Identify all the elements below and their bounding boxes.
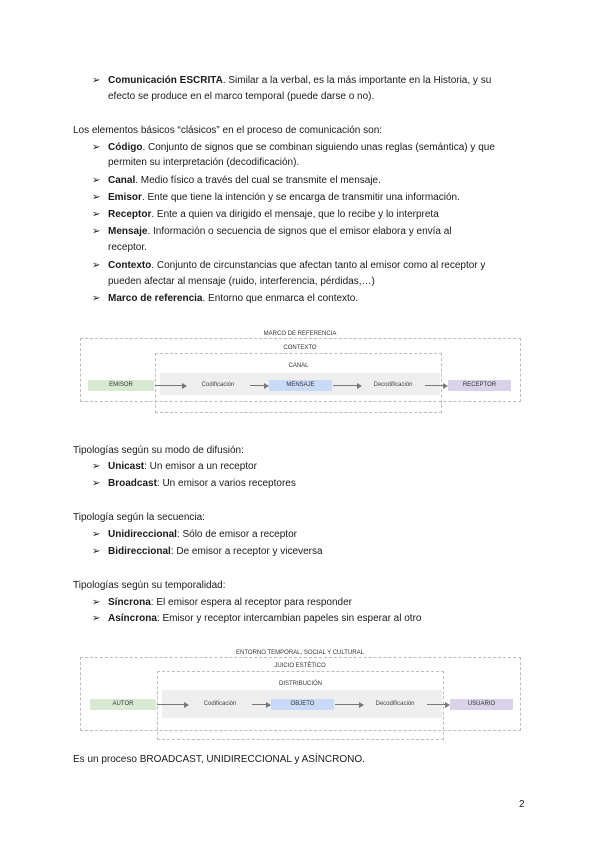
- item-text: . Conjunto de circunstancias que afectan tanto al emisor como al receptor y: [151, 260, 486, 271]
- item-text: . Entorno que enmarca el contexto.: [202, 293, 359, 304]
- decode-label: Decodificación: [375, 701, 415, 707]
- item-text: : Un emisor a varios receptores: [156, 478, 296, 489]
- element-marco: [108, 292, 358, 305]
- author-box: AUTOR: [90, 699, 156, 710]
- synchronous-item: [108, 596, 352, 609]
- encode-label: Codificación: [201, 382, 235, 388]
- element-contexto: [108, 259, 485, 272]
- item-term: Contexto: [108, 260, 152, 271]
- item-term: Código: [108, 142, 143, 153]
- item-text: . Similar a la verbal, es la más importante en la Historia, y su: [222, 75, 492, 86]
- arrow-line: [157, 704, 185, 705]
- bullet-arrow: ➢: [92, 478, 101, 489]
- item-term: Unidireccional: [108, 529, 177, 540]
- item-text: . Información o secuencia de signos que el emisor elabora y envía al: [147, 226, 452, 237]
- item-term: Unicast: [108, 461, 145, 472]
- arrow-line: [335, 704, 360, 705]
- written-communication-item-cont: efecto se produce en el marco temporal (puede darse o no).: [108, 91, 375, 102]
- item-term: Bidireccional: [108, 546, 171, 557]
- inner-frame-label: DISTRIBUCIÓN: [278, 681, 322, 687]
- sequence-title: Tipología según la secuencia:: [73, 512, 205, 523]
- arrow-line: [333, 385, 358, 386]
- item-term: Marco de referencia: [108, 293, 203, 304]
- conclusion: Es un proceso BROADCAST, UNIDIRECCIONAL y ASÍNCRONO.: [73, 754, 365, 765]
- element-contexto-cont: pueden afectar al mensaje (ruido, interferencia, pérdidas,…): [108, 276, 375, 287]
- bullet-arrow: ➢: [92, 142, 101, 153]
- bullet-arrow: ➢: [92, 75, 101, 86]
- middle-frame-label: CONTEXTO: [283, 345, 317, 351]
- item-term: Receptor: [108, 209, 152, 220]
- bullet-arrow: ➢: [92, 529, 101, 540]
- arrow-line: [427, 704, 446, 705]
- arrow-line: [250, 385, 265, 386]
- element-emisor: [108, 191, 460, 204]
- bullet-arrow: ➢: [92, 597, 101, 608]
- outer-frame-label: ENTORNO TEMPORAL, SOCIAL Y CULTURAL: [236, 650, 364, 656]
- element-codigo: [108, 141, 495, 154]
- item-text: . Ente a quien va dirigido el mensaje, que lo recibe y lo interpreta: [151, 209, 439, 220]
- item-text: . Ente que tiene la intención y se encarga de transmitir una información.: [141, 192, 460, 203]
- bullet-arrow: ➢: [92, 192, 101, 203]
- element-codigo-cont: permiten su interpretación (decodificación).: [108, 157, 300, 168]
- bullet-arrow: ➢: [92, 546, 101, 557]
- arrow-line: [155, 385, 183, 386]
- bullet-arrow: ➢: [92, 260, 101, 271]
- item-text: : Sólo de emisor a receptor: [176, 529, 297, 540]
- decode-label: Decodificación: [373, 382, 413, 388]
- item-term: Canal: [108, 175, 136, 186]
- bullet-arrow: ➢: [92, 293, 101, 304]
- bullet-arrow: ➢: [92, 175, 101, 186]
- item-term: Asíncrona: [108, 613, 157, 624]
- written-communication-item: [108, 74, 491, 87]
- element-mensaje-cont: receptor.: [108, 242, 147, 253]
- unicast-item: [108, 460, 257, 473]
- item-term: Mensaje: [108, 226, 148, 237]
- element-canal: [108, 174, 381, 187]
- item-term: Síncrona: [108, 597, 151, 608]
- encode-label: Codificación: [203, 701, 237, 707]
- object-box: OBJETO: [271, 699, 334, 710]
- temporality-title: Tipologías según su temporalidad:: [73, 580, 226, 591]
- bullet-arrow: ➢: [92, 613, 101, 624]
- item-text: : Un emisor a un receptor: [144, 461, 257, 472]
- receiver-box: RECEPTOR: [448, 380, 511, 391]
- item-term: Emisor: [108, 192, 142, 203]
- diffusion-title: Tipologías según su modo de difusión:: [73, 445, 244, 456]
- bullet-arrow: ➢: [92, 226, 101, 237]
- item-term: Broadcast: [108, 478, 157, 489]
- item-text: . Conjunto de signos que se combinan siguiendo unas reglas (semántica) y que: [142, 142, 495, 153]
- arrow-line: [252, 704, 267, 705]
- arrow-line: [425, 385, 444, 386]
- item-text: . Medio físico a través del cual se transmite el mensaje.: [135, 175, 381, 186]
- user-box: USUARIO: [450, 699, 513, 710]
- sender-box: EMISOR: [88, 380, 154, 391]
- asynchronous-item: [108, 612, 421, 625]
- message-box: MENSAJE: [269, 380, 332, 391]
- inner-frame-label: CANAL: [288, 363, 309, 369]
- middle-frame-label: JUICIO ESTÉTICO: [274, 663, 326, 669]
- bullet-arrow: ➢: [92, 461, 101, 472]
- broadcast-item: [108, 477, 296, 490]
- unidirectional-item: [108, 528, 297, 541]
- element-mensaje: [108, 225, 452, 238]
- item-term: Comunicación ESCRITA: [108, 75, 223, 86]
- bidirectional-item: [108, 545, 323, 558]
- item-text: : El emisor espera al receptor para responder: [150, 597, 353, 608]
- bullet-arrow: ➢: [92, 209, 101, 220]
- item-text: : De emisor a receptor y viceversa: [170, 546, 323, 557]
- element-receptor: [108, 208, 439, 221]
- page-number: 2: [519, 799, 525, 810]
- item-text: : Emisor y receptor intercambian papeles sin esperar al otro: [156, 613, 422, 624]
- outer-frame-label: MARCO DE REFERENCIA: [263, 331, 337, 337]
- elements-intro: Los elementos básicos “clásicos” en el proceso de comunicación son:: [73, 125, 383, 136]
